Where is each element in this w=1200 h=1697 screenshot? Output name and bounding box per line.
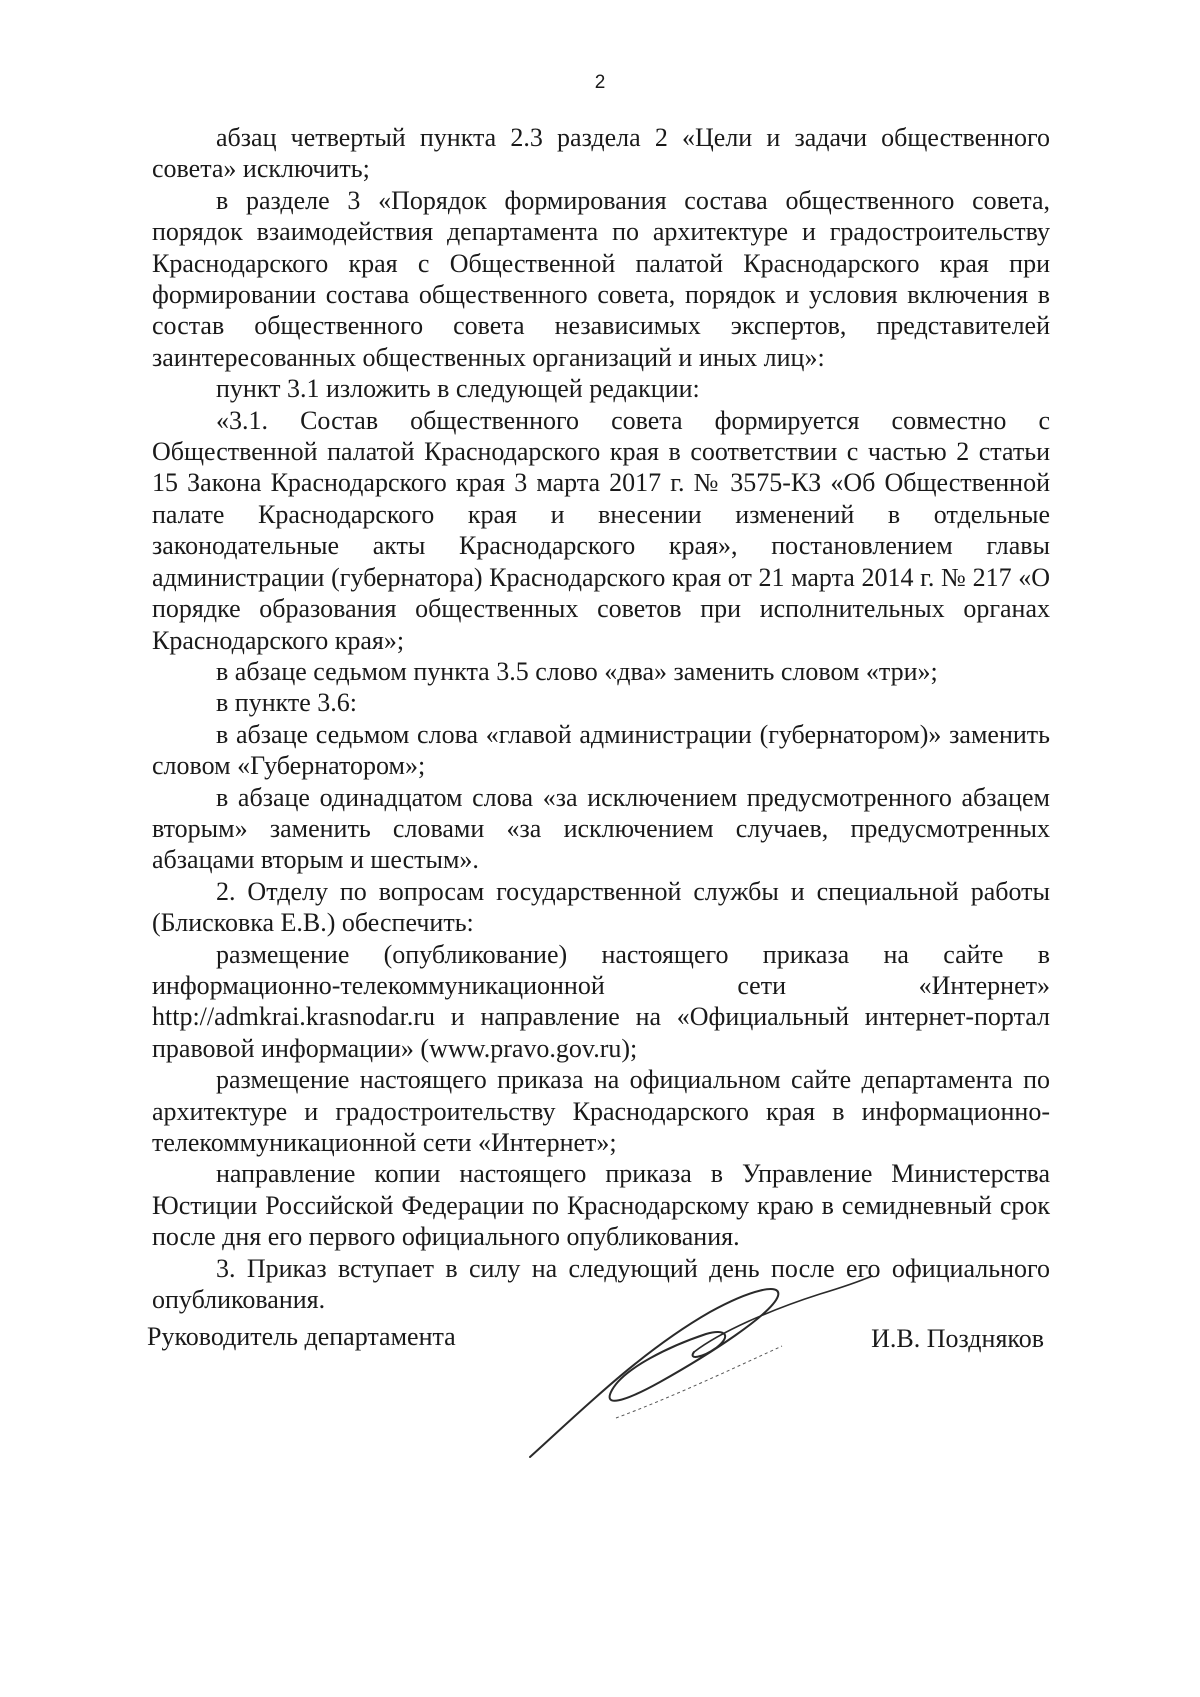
paragraph: пункт 3.1 изложить в следующей редакции: (216, 374, 700, 404)
signatory-name: И.В. Поздняков (871, 1324, 1044, 1353)
handwritten-signature (520, 1262, 880, 1462)
paragraph: размещение (опубликование) настоящего приказа на сайте в информационно-телекоммуникационной сети «Интернет» http://admkrai.krasnodar.ru и направление на «Официальный интернет-портал правовой информации» (www.pravo.gov.ru); (152, 939, 1050, 1063)
paragraph: в пункте 3.6: (216, 688, 358, 718)
page-number: 2 (594, 72, 606, 93)
paragraph: в абзаце одинадцатом слова «за исключением предусмотренного абзацем вторым» заменить словами «за исключением случаев, предусмотренных абзацами вторым и шестым». (152, 782, 1050, 875)
signatory-title: Руководитель департамента (147, 1322, 456, 1351)
paragraph: в абзаце седьмом слова «главой администрации (губернатором)» заменить словом «Губернатором»; (152, 719, 1050, 781)
paragraph: в разделе 3 «Порядок формирования состава общественного совета, порядок взаимодействия департамента по архитектуре и градостроительству Краснодарского края с Общественной палатой Краснодарского края при формировании состава общественного совета, порядок и условия включения в состав общественного совета независимых экспертов, представителей заинтересованных общественных организаций и иных лиц»: (152, 185, 1050, 372)
document-body (152, 122, 1050, 1315)
paragraph: в абзаце седьмом пункта 3.5 слово «два» заменить словом «три»; (216, 656, 938, 686)
paragraph: 2. Отделу по вопросам государственной службы и специальной работы (Блисковка Е.В.) обеспечить: (152, 876, 1050, 938)
paragraph: размещение настоящего приказа на официальном сайте департамента по архитектуре и градостроительству Краснодарского края в информационно-телекоммуникационной сети «Интернет»; (152, 1065, 1050, 1157)
paragraph: «3.1. Состав общественного совета формируется совместно с Общественной палатой Краснодарского края в соответствии с частью 2 статьи 15 Закона Краснодарского края 3 марта 2017 г. № 3575-КЗ «Об Общественной палате Краснодарского края и внесении изменений в отдельные законодательные акты Краснодарского края», постановлением главы администрации (губернатора) Краснодарского края от 21 марта 2014 г. № 217 «О порядке образования общественных советов при исполнительных органах Краснодарского края»; (152, 405, 1050, 655)
paragraph: 3. Приказ вступает в силу на следующий день после его официального опубликования. (152, 1253, 1050, 1315)
paragraph: направление копии настоящего приказа в Управление Министерства Юстиции Российской Федерации по Краснодарскому краю в семидневный срок после дня его первого официального опубликования. (152, 1159, 1050, 1252)
paragraph: абзац четвертый пункта 2.3 раздела 2 «Цели и задачи общественного совета» исключить; (152, 123, 1050, 184)
